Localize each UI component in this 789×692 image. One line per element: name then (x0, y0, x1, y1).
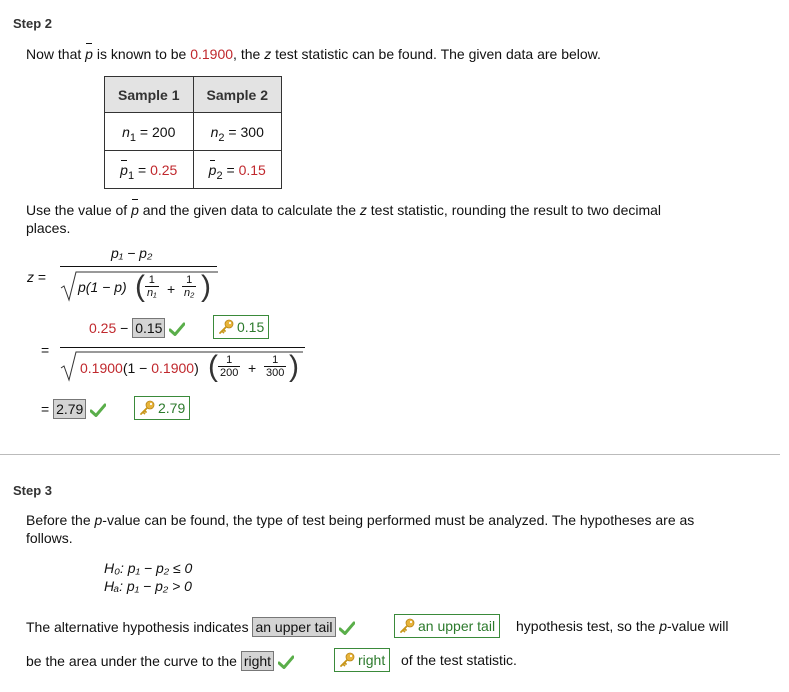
z-label: z = (27, 269, 47, 285)
row2-eq: = (41, 342, 50, 358)
row2-denominator: 0.1900(1 − 0.1900) (80, 360, 199, 376)
paren-close-1: ) (201, 270, 211, 303)
key-icon (218, 319, 234, 335)
answer-an-upper-tail[interactable]: an upper tail (252, 617, 335, 637)
cell-n1: $n_1 = 200$ (105, 113, 194, 151)
key-icon (139, 400, 155, 416)
step3-title: Step 3 (13, 483, 53, 498)
step2-title: Step 2 (13, 16, 53, 31)
row2-plus: + (248, 360, 257, 376)
answer-2.79[interactable]: 2.79 (53, 399, 86, 419)
frac-1-over-300: 1 300 (266, 354, 285, 379)
step3-line1-end: hypothesis test, so the p-value will (516, 618, 729, 634)
formula-numerator: p₁ − p₂ (111, 245, 153, 261)
step3-line2-end: of the test statistic. (401, 652, 517, 668)
check-icon (169, 322, 185, 336)
table-header-sample2: Sample 2 (193, 77, 282, 113)
alt-hypothesis: Hₐ: p₁ − p₂ > 0 (104, 578, 192, 594)
frac-1-over-200: 1 200 (220, 354, 239, 379)
check-icon (90, 403, 106, 417)
frac-1-over-n2: 1 n₂ (184, 274, 195, 299)
cell-p2: $p_2 = 0.15$ (193, 151, 282, 189)
cell-n2: $n_2 = 300$ (193, 113, 282, 151)
null-hypothesis: H₀: p₁ − p₂ ≤ 0 (104, 560, 193, 576)
step3-line2: be the area under the curve to the right (26, 651, 294, 671)
paren-open-2: ( (208, 350, 218, 383)
check-icon (278, 655, 294, 669)
formula-denominator: p(1 − p) (78, 279, 127, 295)
row2-fraction-bar (60, 347, 305, 348)
table-header-sample1: Sample 1 (105, 77, 194, 113)
step3-intro: Before the p-value can be found, the type of test being performed must be analyzed. The hypotheses are as follows. (26, 512, 695, 546)
step-divider (0, 454, 780, 455)
key-answer-an-upper-tail: an upper tail (394, 614, 500, 638)
key-answer-right: right (334, 648, 390, 672)
formula-fraction-bar (60, 266, 217, 267)
row3-result: = 2.79 (41, 399, 106, 419)
formula-plus: + (167, 281, 176, 297)
answer-right[interactable]: right (241, 651, 274, 671)
step2-instructions: Use the value of p and the given data to calculate the z test statistic, rounding the result to two decimal places. (26, 202, 662, 236)
step3-line1: The alternative hypothesis indicates an upper tail (26, 617, 355, 637)
cell-p1: $p_1 = 0.25$ (105, 151, 194, 189)
answer-0.15[interactable]: 0.15 (132, 318, 165, 338)
given-data-table (104, 76, 282, 189)
row2-numerator: 0.25 − 0.15 (89, 318, 185, 338)
paren-close-2: ) (289, 350, 299, 383)
key-icon (399, 618, 415, 634)
key-answer-0.15: 0.15 (213, 315, 269, 339)
frac-1-over-n1: 1 n₁ (147, 274, 157, 299)
paren-open-1: ( (135, 270, 145, 303)
step2-intro: Now that p is known to be 0.1900, the z test statistic can be found. The given data are below. (26, 46, 601, 62)
check-icon (339, 621, 355, 635)
key-answer-2.79: 2.79 (134, 396, 190, 420)
key-icon (339, 652, 355, 668)
